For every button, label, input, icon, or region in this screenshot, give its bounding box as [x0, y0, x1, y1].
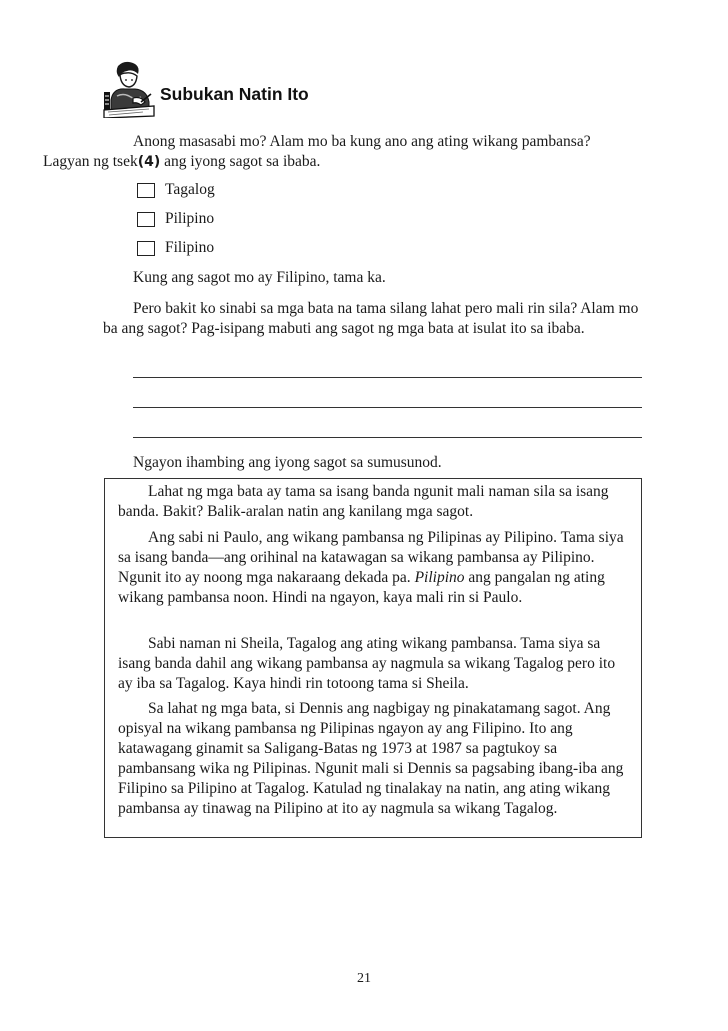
choice-label-filipino: Filipino — [165, 239, 215, 256]
checkbox-pilipino[interactable] — [137, 212, 155, 227]
intro-line2-before: Lagyan ng tsek — [43, 153, 138, 170]
explanation-paragraph-4: Sa lahat ng mga bata, si Dennis ang nagbigay ng pinakatamang sagot. Ang opisyal na wikang pambansa ng Pilipinas ngayon ay ang Filipino. Ito ang katawagang ginamit sa Saligang-Batas ng 1973 at 1987 sa pagtukoy sa pambansang wika ng Pilipinas. Ngunit mali si Dennis sa pagsabing ibang-iba ang Filipino sa Pilipino at Tagalog. Katulad ng tinalakay na natin, ang ating wikang pambansa ay tinawag na Pilipino at ito ay nagmula sa wikang Tagalog. — [118, 700, 624, 817]
answer-line-2[interactable] — [133, 407, 642, 408]
choice-label-pilipino: Pilipino — [165, 210, 215, 227]
checkbox-tagalog[interactable] — [137, 183, 155, 198]
question-text: Pero bakit ko sinabi sa mga bata na tama silang lahat pero mali rin sila? Alam mo ba ang sagot? Pag-isipang mabuti ang sagot ng mga bata at isulat ito sa ibaba. — [103, 300, 639, 337]
intro-line1: Anong masasabi mo? Alam mo ba kung ano ang ating wikang pambansa? — [133, 133, 591, 150]
intro-text — [43, 132, 643, 172]
section-header — [103, 60, 503, 120]
choice-tagalog[interactable] — [137, 181, 215, 199]
explanation-paragraph-2 — [118, 528, 633, 608]
intro-line2-after: ang iyong sagot sa ibaba. — [160, 153, 321, 170]
choice-label-tagalog: Tagalog — [165, 181, 215, 198]
check-mark-symbol: (4) — [137, 154, 161, 170]
section-title: Subukan Natin Ito — [160, 84, 309, 104]
boy-writing-icon — [103, 60, 155, 118]
explanation-paragraph-3: Sabi naman ni Sheila, Tagalog ang ating wikang pambansa. Tama siya sa isang banda dahil ang wikang pambansa ay nagmula sa wikang Tagalog pero ito ay iba sa Tagalog. Kaya hindi rin totoong tama si Sheila. — [118, 635, 616, 692]
paragraph-2-italic-term: Pilipino — [414, 569, 465, 586]
answer-line-3[interactable] — [133, 437, 642, 438]
paragraph-2-text-b: ang pangalan ng ating wikang pambansa noon. Hindi na ngayon, kaya mali rin si Paulo. — [118, 569, 605, 606]
feedback-text: Kung ang sagot mo ay Filipino, tama ka. — [133, 269, 386, 286]
checkbox-filipino[interactable] — [137, 241, 155, 256]
explanation-paragraph-1: Lahat ng mga bata ay tama sa isang banda ngunit mali naman sila sa isang banda. Bakit? Balik-aralan natin ang kanilang mga sagot. — [118, 483, 609, 520]
page-number: 21 — [357, 971, 371, 986]
paragraph-2-text-a: Ang sabi ni Paulo, ang wikang pambansa ng Pilipinas ay Pilipino. Tama siya sa isang banda—ang orihinal na katawagan sa wikang pambansa ay Pilipino. Ngunit ito ay noong mga nakaraang dekada pa. — [118, 529, 624, 586]
compare-instruction: Ngayon ihambing ang iyong sagot sa sumusunod. — [133, 454, 442, 471]
answer-line-1[interactable] — [133, 377, 642, 378]
choice-pilipino[interactable] — [137, 210, 214, 228]
choice-filipino[interactable] — [137, 239, 214, 257]
